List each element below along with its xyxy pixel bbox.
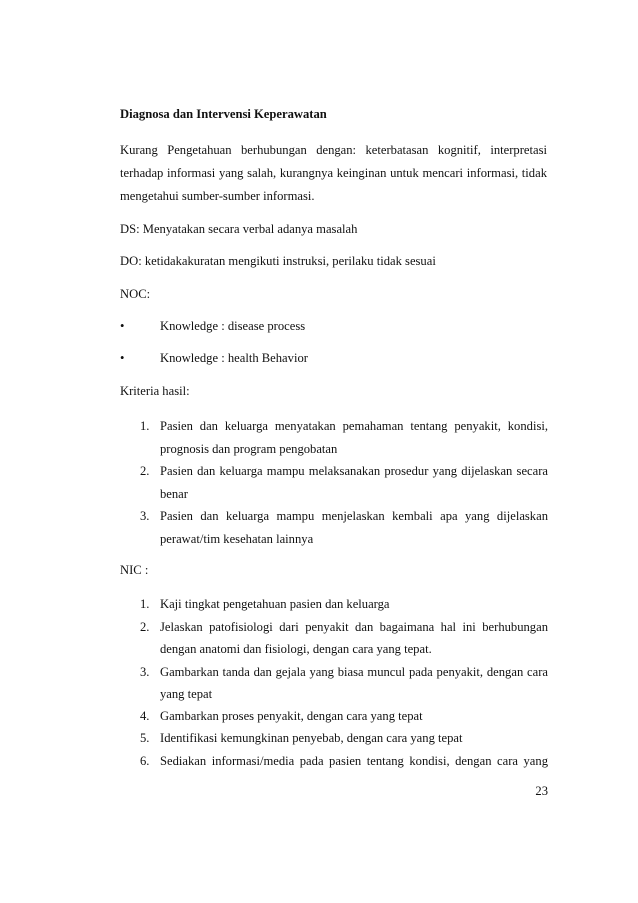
section-heading: Diagnosa dan Intervensi Keperawatan [120,107,327,121]
nic-item-1: Kaji tingkat pengetahuan pasien dan keluarga [160,597,390,611]
diagnosis-line-3: mengetahui sumber-sumber informasi. [120,189,315,203]
list-number: 6. [140,754,150,768]
do-text: DO: ketidakakuratan mengikuti instruksi, perilaku tidak sesuai [120,254,436,268]
diagnosis-line-2: terhadap informasi yang salah, kurangnya keinginan untuk mencari informasi, tidak [120,166,547,180]
list-number: 3. [140,509,150,523]
list-number: 5. [140,731,150,745]
kriteria-item-3-line-1: Pasien dan keluarga mampu menjelaskan kembali apa yang dijelaskan [160,509,548,523]
list-number: 1. [140,419,150,433]
list-number: 3. [140,665,150,679]
ds-text: DS: Menyatakan secara verbal adanya masalah [120,222,358,236]
kriteria-item-1-line-2: prognosis dan program pengobatan [160,442,338,456]
nic-item-4: Gambarkan proses penyakit, dengan cara yang tepat [160,709,423,723]
kriteria-item-3-line-2: perawat/tim kesehatan lainnya [160,532,314,546]
nic-item-2-line-1: Jelaskan patofisiologi dari penyakit dan bagaimana hal ini berhubungan [160,620,548,634]
nic-item-3-line-1: Gambarkan tanda dan gejala yang biasa muncul pada penyakit, dengan cara [160,665,548,679]
kriteria-item-2-line-1: Pasien dan keluarga mampu melaksanakan prosedur yang dijelaskan secara [160,464,548,478]
diagnosis-line-1: Kurang Pengetahuan berhubungan dengan: keterbatasan kognitif, interpretasi [120,143,547,157]
bullet-icon: • [120,319,125,333]
nic-item-2-line-2: dengan anatomi dan fisiologi, dengan cara yang tepat. [160,642,432,656]
kriteria-item-2-line-2: benar [160,487,188,501]
nic-label: NIC : [120,563,149,577]
list-number: 4. [140,709,150,723]
noc-item: Knowledge : health Behavior [160,351,308,365]
bullet-icon: • [120,351,125,365]
kriteria-label: Kriteria hasil: [120,384,190,398]
nic-item-6-line-1: Sediakan informasi/media pada pasien tentang kondisi, dengan cara yang [160,754,548,768]
page-number: 23 [535,784,548,798]
nic-item-5: Identifikasi kemungkinan penyebab, dengan cara yang tepat [160,731,463,745]
noc-label: NOC: [120,287,151,301]
noc-item: Knowledge : disease process [160,319,306,333]
nic-item-3-line-2: yang tepat [160,687,213,701]
list-number: 2. [140,620,150,634]
list-number: 2. [140,464,150,478]
list-number: 1. [140,597,150,611]
kriteria-item-1-line-1: Pasien dan keluarga menyatakan pemahaman tentang penyakit, kondisi, [160,419,548,433]
